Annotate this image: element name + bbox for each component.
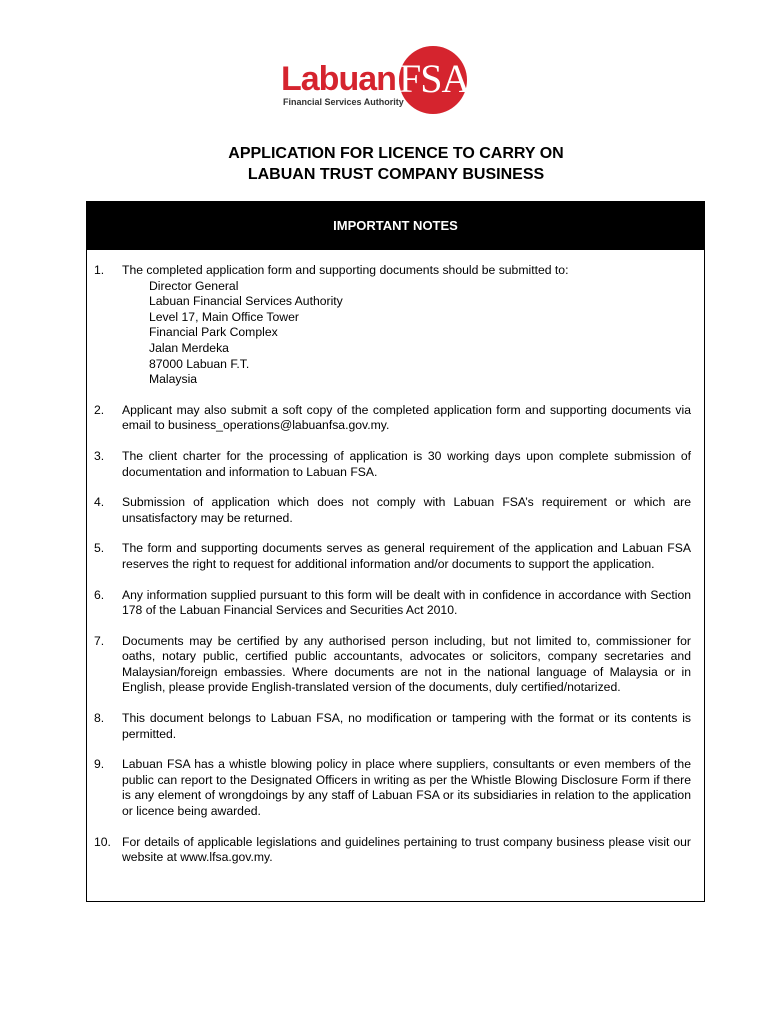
note-number: 8. xyxy=(94,711,105,726)
note-text: The client charter for the processing of application is 30 working days upon complete submission of documentation and information to Labuan FSA. xyxy=(122,448,691,479)
note-1-text: The completed application form and supporting documents should be submitted to: xyxy=(122,263,569,277)
notes-list xyxy=(94,263,691,881)
note-1 xyxy=(94,263,691,388)
note-number: 7. xyxy=(94,633,105,648)
note-number: 4. xyxy=(94,495,105,510)
note-text: Submission of application which does not comply with Labuan FSA’s requirement or which are unsatisfactory may be returned. xyxy=(122,495,691,525)
note-2 xyxy=(94,403,691,434)
note-text: Documents may be certified by any authorised person including, but not limited to, commissioner for oaths, notary public, certified public accountants, advocates or solicitors, company secretaries and Malaysian/foreign embassies. Where documents are not in the national language of Malaysia or in English, please provide English-translated version of the documents, duly certified/notarized. xyxy=(122,633,691,695)
logo-wordmark: Labuan xyxy=(281,60,396,98)
note-4 xyxy=(94,495,691,526)
note-number: 9. xyxy=(94,757,105,772)
important-notes-box xyxy=(86,201,705,902)
note-number: 6. xyxy=(94,587,105,602)
address-line: Level 17, Main Office Tower xyxy=(149,309,299,324)
note-text: Any information supplied pursuant to this form will be dealt with in confidence in accordance with Section 178 of the Labuan Financial Services and Securities Act 2010. xyxy=(122,587,691,618)
note-3 xyxy=(94,449,691,480)
address-line: Malaysia xyxy=(149,372,198,387)
note-text: This document belongs to Labuan FSA, no modification or tampering with the format or its contents is permitted. xyxy=(122,711,691,741)
document-title xyxy=(86,143,706,185)
notes-header: IMPORTANT NOTES xyxy=(87,202,704,250)
address-line: Jalan Merdeka xyxy=(149,340,229,355)
labuan-fsa-logo xyxy=(281,46,471,114)
address-line: 87000 Labuan F.T. xyxy=(149,356,250,371)
note-number: 3. xyxy=(94,448,105,463)
note-text xyxy=(122,263,691,388)
title-line-1: APPLICATION FOR LICENCE TO CARRY ON xyxy=(228,145,564,162)
submission-address xyxy=(122,279,691,388)
note-10 xyxy=(94,835,691,866)
note-number: 5. xyxy=(94,541,105,556)
note-text: The form and supporting documents serves as general requirement of the application and Labuan FSA reserves the right to request for additional information and/or documents to support the application. xyxy=(122,541,691,571)
note-text: Labuan FSA has a whistle blowing policy in place where suppliers, consultants or even members of the public can report to the Designated Officers in writing as per the Whistle Blowing Disclosure Form if there is any element of wrongdoings by any staff of Labuan FSA or its subsidiaries in relation to the application or licence being awarded. xyxy=(122,757,691,819)
note-number: 1. xyxy=(94,263,105,277)
note-6 xyxy=(94,588,691,619)
note-7 xyxy=(94,634,691,696)
note-number: 2. xyxy=(94,402,105,417)
note-text: For details of applicable legislations and guidelines pertaining to trust company business please visit our website at www.lfsa.gov.my. xyxy=(122,834,691,865)
address-line: Financial Park Complex xyxy=(149,325,278,340)
logo-subtitle: Financial Services Authority xyxy=(283,97,404,107)
note-text: Applicant may also submit a soft copy of the completed application form and supporting documents via email to business_operations@labuanfsa.gov.my. xyxy=(122,402,691,433)
note-5 xyxy=(94,541,691,572)
note-number: 10. xyxy=(94,834,111,849)
note-9 xyxy=(94,757,691,819)
address-line: Director General xyxy=(149,278,239,293)
title-line-2: LABUAN TRUST COMPANY BUSINESS xyxy=(247,166,545,183)
logo-mark: FSA xyxy=(399,56,470,101)
note-8 xyxy=(94,711,691,742)
address-line: Labuan Financial Services Authority xyxy=(149,294,343,309)
